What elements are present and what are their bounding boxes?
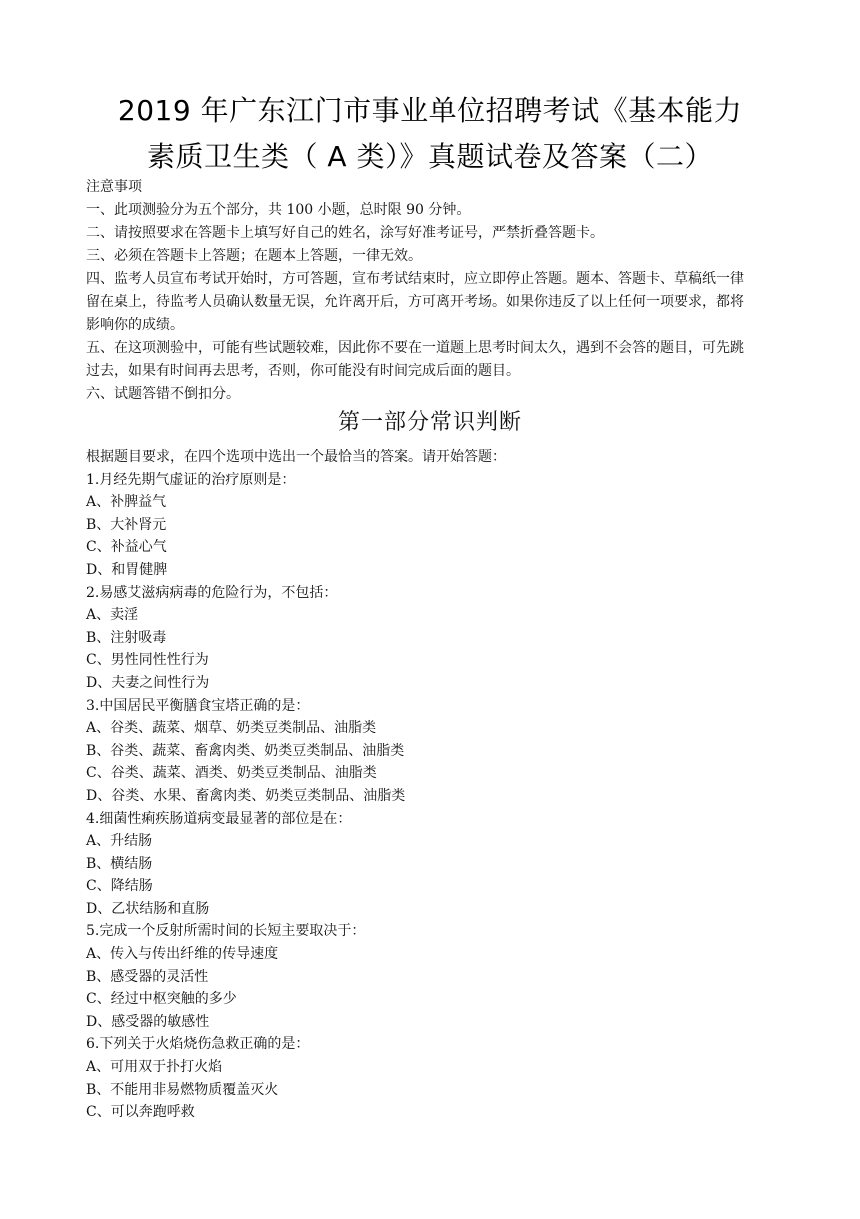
answer-option: C、男性同性性行为 — [86, 652, 209, 669]
answer-option: B、谷类、蔬菜、畜禽肉类、奶类豆类制品、油脂类 — [86, 742, 405, 759]
answer-option: A、卖淫 — [86, 607, 139, 624]
notice-block — [86, 176, 746, 406]
notice-item: 五、在这项测验中，可能有些试题较难，因此你不要在一道题上思考时间太久，遇到不会答的题目，可先跳过去，如果有时间再去思考，否则，你可能没有时间完成后面的题目。 — [86, 340, 744, 379]
notice-item: 一、此项测验分为五个部分，共 100 小题，总时限 90 分钟。 — [86, 202, 471, 218]
notice-item: 二、请按照要求在答题卡上填写好自己的姓名，涂写好准考证号，严禁折叠答题卡。 — [86, 225, 604, 241]
answer-option: B、不能用非易燃物质覆盖灭火 — [86, 1081, 279, 1098]
question-stem: 5.完成一个反射所需时间的长短主要取决于： — [86, 923, 366, 940]
instruction-text: 根据题目要求，在四个选项中选出一个最恰当的答案。请开始答题： — [86, 449, 506, 465]
answer-option: B、注射吸毒 — [86, 629, 167, 646]
answer-option: A、谷类、蔬菜、烟草、奶类豆类制品、油脂类 — [86, 720, 377, 737]
document-title-line-2: 素质卫生类（ A 类）》真题试卷及答案（二） — [147, 140, 713, 173]
answer-option: C、降结肠 — [86, 878, 153, 895]
question-stem: 3.中国居民平衡膳食宝塔正确的是： — [86, 697, 310, 714]
question-list — [86, 446, 746, 1124]
answer-option: B、横结肠 — [86, 855, 153, 872]
answer-option: A、补脾益气 — [86, 494, 167, 511]
notice-item: 四、监考人员宣布考试开始时，方可答题，宣布考试结束时，应立即停止答题。题本、答题卡、草稿纸一律留在桌上，待监考人员确认数量无误，允许离开后，方可离开考场。如果你违反了以上任何一项要求，都将影响你的成绩。 — [86, 271, 744, 333]
answer-option: A、可用双于扑打火焰 — [86, 1059, 223, 1076]
answer-option: D、夫妻之间性行为 — [86, 674, 210, 691]
answer-option: A、传入与传出纤维的传导速度 — [86, 946, 279, 963]
notice-item: 六、试题答错不倒扣分。 — [86, 386, 240, 402]
answer-option: C、补益心气 — [86, 539, 167, 556]
answer-option: D、乙状结肠和直肠 — [86, 900, 210, 917]
document-title-line-1: 2019 年广东江门市事业单位招聘考试《基本能力 — [117, 94, 743, 127]
question-stem: 6.下列关于火焰烧伤急救正确的是： — [86, 1036, 310, 1053]
question-stem: 4.细菌性痢疾肠道病变最显著的部位是在： — [86, 810, 352, 827]
section-title: 第一部分常识判断 — [337, 410, 522, 435]
question-stem: 2.易感艾滋病病毒的危险行为，不包括： — [86, 584, 338, 601]
notice-heading: 注意事项 — [86, 179, 142, 195]
answer-option: B、大补肾元 — [86, 516, 167, 533]
question-stem: 1.月经先期气虚证的治疗原则是： — [86, 471, 296, 488]
notice-item: 三、必须在答题卡上答题；在题本上答题，一律无效。 — [86, 248, 422, 264]
answer-option: C、谷类、蔬菜、酒类、奶类豆类制品、油脂类 — [86, 765, 377, 782]
answer-option: C、经过中枢突触的多少 — [86, 991, 237, 1008]
answer-option: B、感受器的灵活性 — [86, 968, 209, 985]
answer-option: D、谷类、水果、畜禽肉类、奶类豆类制品、油脂类 — [86, 787, 406, 804]
answer-option: D、和胃健脾 — [86, 561, 168, 578]
answer-option: C、可以奔跑呼救 — [86, 1104, 195, 1121]
answer-option: A、升结肠 — [86, 833, 153, 850]
answer-option: D、感受器的敏感性 — [86, 1013, 210, 1030]
